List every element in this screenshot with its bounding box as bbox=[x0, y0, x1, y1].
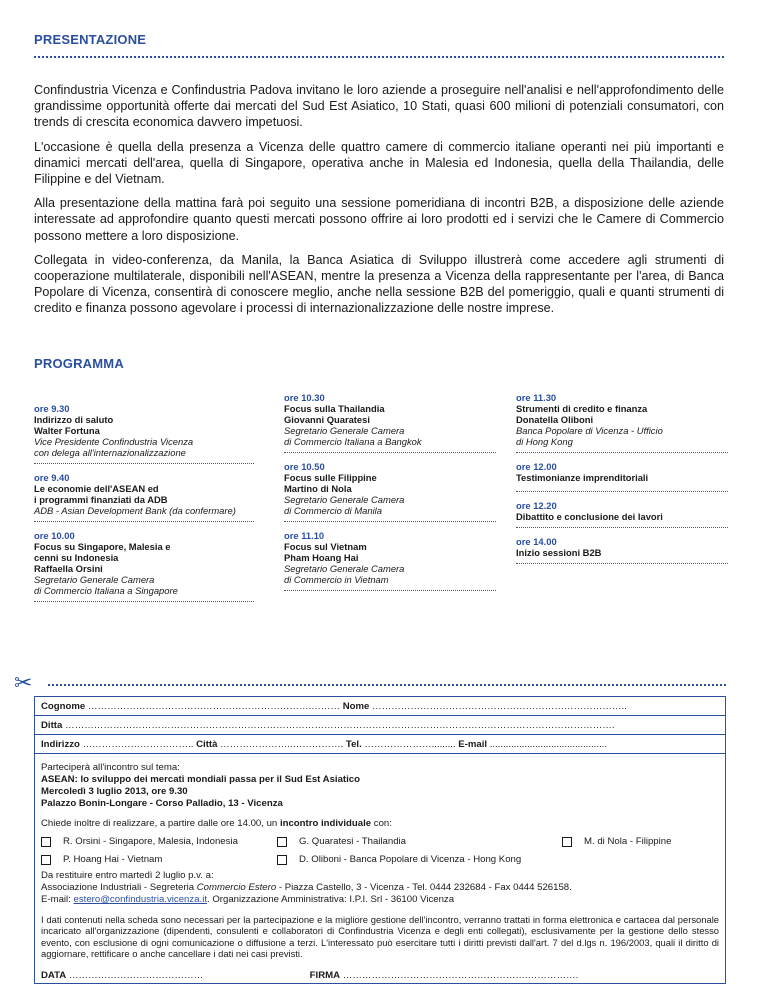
ditta-label: Ditta bbox=[41, 720, 63, 731]
program-item bbox=[34, 403, 254, 464]
program-speaker-role: Segretario Generale Camera bbox=[34, 574, 155, 585]
program-item bbox=[516, 392, 728, 453]
program-heading: cenni su Indonesia bbox=[34, 552, 119, 563]
program-speaker-role: Segretario Generale Camera bbox=[284, 425, 405, 436]
program-heading: Testimonianze imprenditoriali bbox=[516, 472, 649, 483]
cut-line bbox=[48, 684, 726, 686]
program-heading: Giovanni Quaratesi bbox=[284, 414, 370, 425]
program-speaker-role: Vice Presidente Confindustria Vicenza bbox=[34, 436, 194, 447]
email-suffix: . Organizzazione Amministrativa: I.P.I. Srl - 36100 Vicenza bbox=[207, 894, 455, 905]
citta-label: Città bbox=[196, 739, 218, 750]
address-office: Commercio Estero bbox=[196, 882, 277, 893]
checkbox[interactable] bbox=[277, 855, 287, 865]
program-item bbox=[516, 461, 728, 492]
option-detail: - Thailandia bbox=[356, 836, 407, 847]
program-heading: Focus sulla Thailandia bbox=[284, 403, 385, 414]
chiede-line bbox=[41, 818, 719, 830]
option-detail: - Singapore, Malesia, Indonesia bbox=[102, 836, 238, 847]
email-field[interactable]: ............................................ bbox=[489, 739, 607, 750]
program-item bbox=[34, 472, 254, 522]
checkbox[interactable] bbox=[41, 837, 51, 847]
form-row-indirizzo[interactable] bbox=[35, 735, 725, 754]
program-speaker-role: Segretario Generale Camera bbox=[284, 563, 405, 574]
program-speaker-role: Segretario Generale Camera bbox=[284, 494, 405, 505]
program-speaker-role: Banca Popolare di Vicenza - Ufficio bbox=[516, 425, 663, 436]
nome-field[interactable]: …………………………………………………………………….. bbox=[372, 701, 627, 712]
chiede-text: Chiede inoltre di realizzare, a partire dalle ore 14.00, un bbox=[41, 818, 278, 829]
program-speaker-role: con delega all'internazionalizzazione bbox=[34, 447, 186, 458]
program-time: ore 14.00 bbox=[516, 536, 557, 547]
form-row-ditta[interactable] bbox=[35, 716, 725, 735]
program-heading: Focus su Singapore, Malesia e bbox=[34, 541, 171, 552]
program-time: ore 10.00 bbox=[34, 530, 75, 541]
program-time: ore 12.20 bbox=[516, 500, 557, 511]
restituire-post: a: bbox=[205, 870, 214, 881]
signature-row bbox=[41, 970, 719, 982]
checkbox[interactable] bbox=[562, 837, 572, 847]
program-heading: Walter Fortuna bbox=[34, 425, 100, 436]
restituire-date: martedì 2 luglio p.v. bbox=[119, 870, 203, 881]
indirizzo-field[interactable]: …………………………….. bbox=[82, 739, 194, 750]
options-row-1 bbox=[41, 836, 719, 848]
program-item bbox=[284, 530, 496, 591]
option-detail: - Banca Popolare di Vicenza - Hong Kong bbox=[343, 854, 522, 865]
program-item bbox=[516, 500, 728, 528]
date-label: DATA bbox=[41, 969, 67, 981]
program-speaker-role: ADB - Asian Development Bank (da confermare) bbox=[34, 505, 236, 516]
signature-label: FIRMA bbox=[309, 969, 341, 981]
option-detail: - Filippine bbox=[629, 836, 672, 847]
email-prefix: E-mail: bbox=[41, 894, 71, 905]
option-di-nola[interactable] bbox=[562, 836, 671, 848]
intro-text bbox=[34, 82, 724, 325]
program-time: ore 10.50 bbox=[284, 461, 325, 472]
email-label: E-mail bbox=[458, 739, 488, 750]
address-line bbox=[41, 882, 719, 894]
event-info bbox=[41, 762, 719, 810]
option-name: M. di Nola bbox=[584, 836, 628, 847]
nome-label: Nome bbox=[342, 701, 370, 712]
intro-paragraph: L'occasione è quella della presenza a Vicenza delle quattro camere di commercio italiane operanti nei più importanti e dinamici mercati dell'area, quella di Singapore, operativa anche in Malesia ed Indonesia, quella della Thailandia, delle Filippine e del Vietnam. bbox=[34, 139, 724, 187]
option-name: R. Orsini bbox=[63, 836, 101, 847]
chiede-bold: incontro individuale bbox=[279, 818, 372, 829]
program-item bbox=[284, 392, 496, 453]
program-heading: Inizio sessioni B2B bbox=[516, 547, 602, 558]
option-oliboni[interactable] bbox=[277, 854, 521, 866]
address-details: - Piazza Castello, 3 - Vicenza - Tel. 0444 232684 - Fax 0444 526158. bbox=[278, 882, 572, 893]
address-text: Associazione Industriali - Segreteria bbox=[41, 882, 195, 893]
event-date: Mercoledì 3 luglio 2013, ore 9.30 bbox=[41, 786, 188, 797]
chiede-post: con: bbox=[373, 818, 392, 829]
return-info bbox=[41, 870, 719, 906]
program-heading: Le economie dell'ASEAN ed bbox=[34, 483, 159, 494]
option-detail: - Vietnam bbox=[121, 854, 163, 865]
program-speaker-role: di Commercio di Manila bbox=[284, 505, 382, 516]
program-heading: i programmi finanziati da ADB bbox=[34, 494, 168, 505]
cognome-label: Cognome bbox=[41, 701, 86, 712]
program-heading: Raffaella Orsini bbox=[34, 563, 103, 574]
tel-field[interactable]: …………………......... bbox=[364, 739, 456, 750]
program-item bbox=[34, 530, 254, 602]
program-heading: Strumenti di credito e finanza bbox=[516, 403, 648, 414]
program-heading: Focus sulle Filippine bbox=[284, 472, 377, 483]
program-time: ore 10.30 bbox=[284, 392, 325, 403]
email-line bbox=[41, 894, 719, 906]
option-orsini[interactable] bbox=[41, 836, 277, 848]
email-link[interactable]: estero@confindustria.vicenza.it bbox=[73, 894, 207, 905]
form-row-cognome[interactable] bbox=[35, 697, 725, 716]
program-time: ore 9.30 bbox=[34, 403, 70, 414]
restituire-line bbox=[41, 870, 719, 882]
program-heading: Pham Hoang Hai bbox=[284, 552, 359, 563]
program-time: ore 9.40 bbox=[34, 472, 70, 483]
citta-field[interactable]: …………………..……………. bbox=[220, 739, 344, 750]
option-name: G. Quaratesi bbox=[299, 836, 354, 847]
partecipa-line: Parteciperà all'incontro sul tema: bbox=[41, 762, 180, 773]
program-heading: Dibattito e conclusione dei lavori bbox=[516, 511, 663, 522]
tel-label: Tel. bbox=[345, 739, 362, 750]
program-column-1 bbox=[34, 403, 254, 610]
program-speaker-role: di Commercio Italiana a Singapore bbox=[34, 585, 178, 596]
program-heading: Donatella Oliboni bbox=[516, 414, 594, 425]
program-column-2 bbox=[284, 392, 496, 599]
signature-field[interactable]: ………………………………………………….……………. bbox=[342, 969, 579, 981]
presentazione-title: PRESENTAZIONE bbox=[34, 32, 147, 47]
event-place: Palazzo Bonin-Longare - Corso Palladio, 13 - Vicenza bbox=[41, 798, 283, 809]
program-time: ore 11.30 bbox=[516, 392, 557, 403]
cognome-field[interactable]: …………………………………………………………….……… bbox=[87, 701, 341, 712]
event-title: ASEAN: lo sviluppo dei mercati mondiali passa per il Sud Est Asiatico bbox=[41, 774, 360, 785]
program-time: ore 11.10 bbox=[284, 530, 325, 541]
signature-field-group[interactable] bbox=[310, 970, 579, 981]
intro-paragraph: Confindustria Vicenza e Confindustria Padova invitano le loro aziende a proseguire nell'analisi e nell'approfondimento delle grandissime opportunità offerte dai mercati del Sud Est Asiatico, 10 Stati, quasi 600 milioni di potenziali consumatori, con trends di crescita economica davvero impetuosi. bbox=[34, 83, 724, 130]
program-heading: Martino di Nola bbox=[284, 483, 352, 494]
program-item bbox=[516, 536, 728, 564]
intro-paragraph: Alla presentazione della mattina farà poi seguito una sessione pomeridiana di incontri B2B, a disposizione delle aziende interessate ad approfondire quanto questi mercati possono offrire ai loro prodotti ed i servizi che le Camere di Commercio possono mettere a loro disposizione. bbox=[34, 196, 724, 243]
option-name: D. Oliboni bbox=[299, 854, 342, 865]
date-field[interactable]: …………………………………… bbox=[68, 969, 204, 981]
program-column-3 bbox=[516, 392, 728, 572]
privacy-notice: I dati contenuti nella scheda sono necessari per la partecipazione e la migliore gestione dell'incontro, verranno trattati in forma elettronica e cartacea dal personale incaricato all'organizzazione (dipendenti, consulenti e collaboratori di Confindustria Vicenza e degli enti collegati), esclusivamente per la gestione dello stesso evento, con esclusione di ogni comunicazione o diffusione a terzi. L'interessato può esercitare tutti i diritti previsti dall'art. 7 del d.lgs n. 196/2003, quali il diritto di aggiornare, rettificare o anche cancellare i dati nei casi previsti. bbox=[41, 914, 719, 960]
option-name: P. Hoang Hai bbox=[63, 854, 119, 865]
ditta-field[interactable]: ………………………………………………………………………………………………………………………………………………………. bbox=[65, 720, 615, 731]
program-speaker-role: di Hong Kong bbox=[516, 436, 573, 447]
checkbox[interactable] bbox=[41, 855, 51, 865]
program-speaker-role: di Commercio in Vietnam bbox=[284, 574, 389, 585]
program-heading: Focus sul Vietnam bbox=[284, 541, 367, 552]
program-speaker-role: di Commercio Italiana a Bangkok bbox=[284, 436, 422, 447]
program-item bbox=[284, 461, 496, 522]
scissors-icon: ✂ bbox=[14, 670, 33, 695]
programma-title: PROGRAMMA bbox=[34, 356, 124, 371]
options-row-2 bbox=[41, 854, 719, 866]
program-heading: Indirizzo di saluto bbox=[34, 414, 114, 425]
program-time: ore 12.00 bbox=[516, 461, 557, 472]
option-hoang-hai[interactable] bbox=[41, 854, 277, 866]
checkbox[interactable] bbox=[277, 837, 287, 847]
intro-paragraph: Collegata in video-conferenza, da Manila, la Banca Asiatica di Sviluppo illustrerà come accedere agli strumenti di cooperazione multilaterale, disponibili nell'ASEAN, mentre la presenza a Vicenza della rappresentante per l'area, di Banca Popolare di Vicenza, consentirà di conoscere meglio, anche nella sessione B2B del pomeriggio, quali e quanti strumenti di credito e finanza possono agevolare i processi di internazionalizzazione delle nostre imprese. bbox=[34, 252, 724, 316]
option-quaratesi[interactable] bbox=[277, 836, 562, 848]
registration-form bbox=[34, 696, 726, 984]
title-divider bbox=[34, 56, 724, 58]
date-field-group[interactable] bbox=[41, 970, 307, 982]
indirizzo-label: Indirizzo bbox=[41, 739, 80, 750]
restituire-text: Da restituire entro bbox=[41, 870, 118, 881]
